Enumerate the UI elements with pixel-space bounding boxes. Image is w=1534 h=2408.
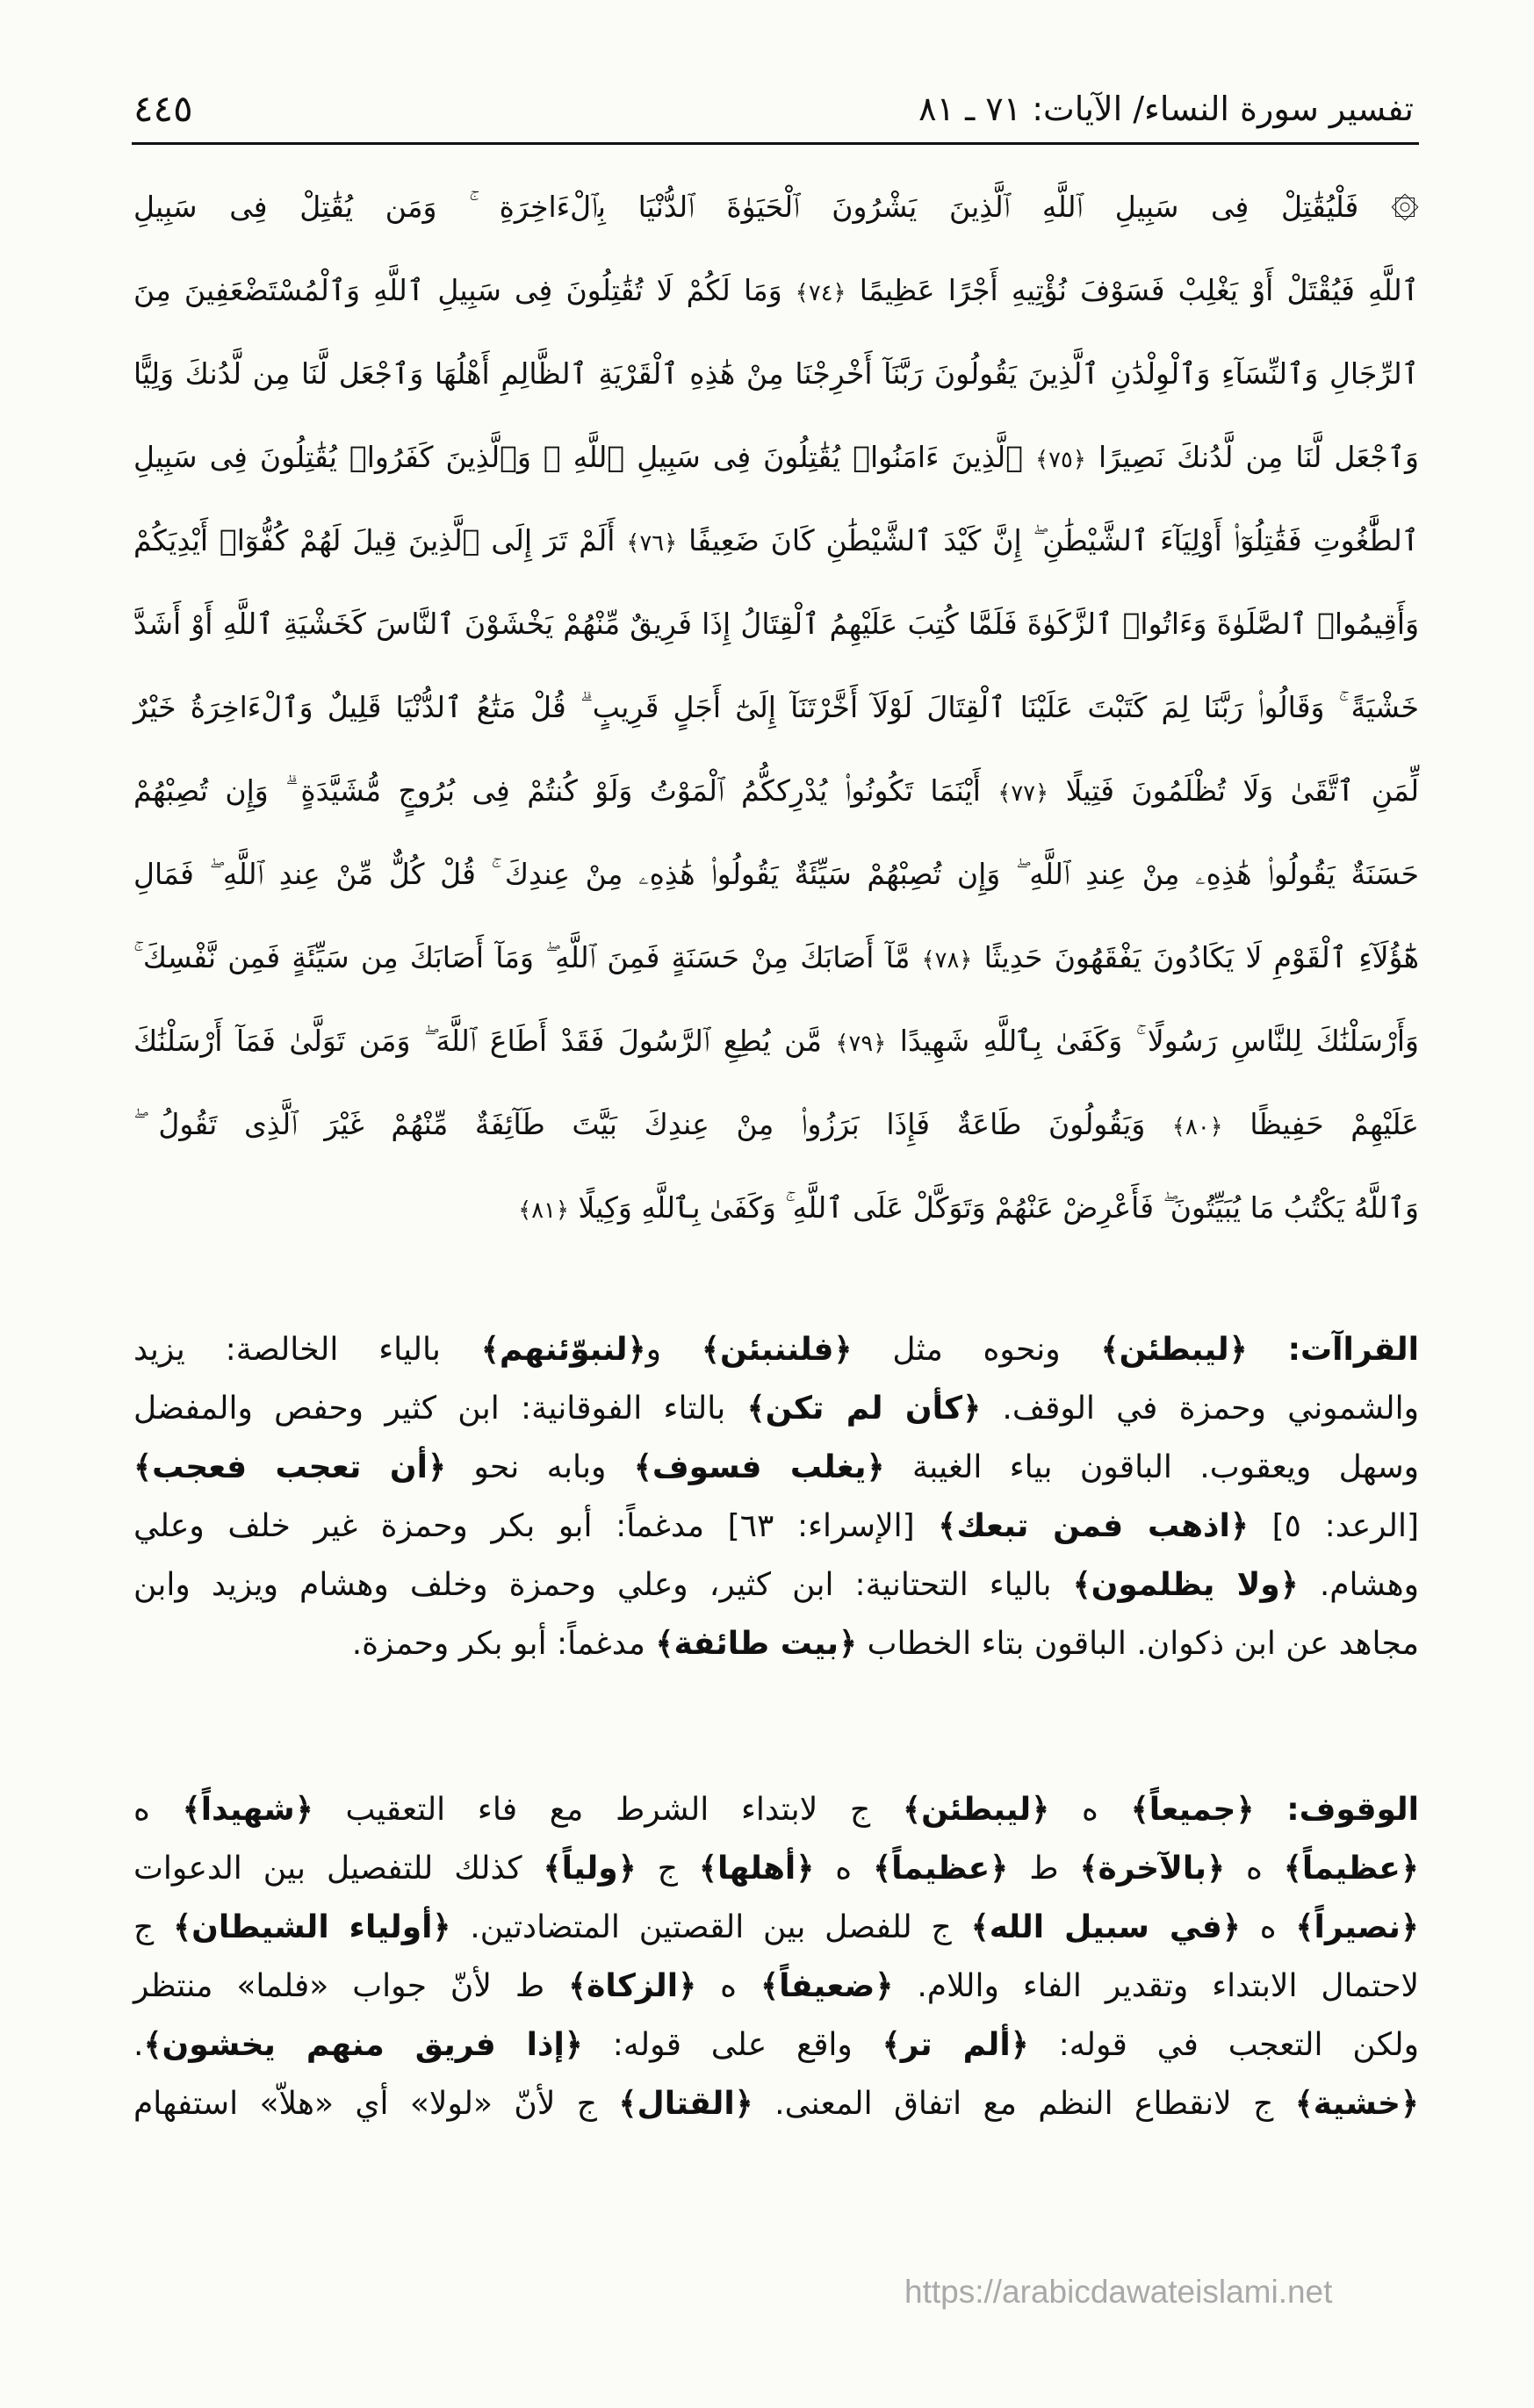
- quran-line: [132, 832, 1419, 916]
- ayah-number-marker: ﴿٧٥﴾: [1035, 447, 1086, 473]
- quran-line: [132, 1166, 1419, 1249]
- quoted-term: ﴿القتال﴾: [618, 2086, 753, 2122]
- quoted-term: ﴿ألم تر﴾: [882, 2027, 1029, 2063]
- quoted-term: ﴿خشية﴾: [1294, 2086, 1419, 2122]
- quran-line-text: خَشْيَةً ۚ وَقَالُوا۟ رَبَّنَا لِمَ كَتَبْتَ عَلَيْنَا ٱلْقِتَالَ لَوْلَآ أَخَّرْتَنَآ إِلَىٰٓ أَجَلٍ قَرِيبٍ ۗ قُلْ مَتَٰعُ ٱلدُّنْيَا قَلِيلٌ وَٱلْءَاخِرَةُ خَيْرٌ: [133, 690, 1419, 724]
- readings-line: [132, 1379, 1419, 1438]
- pauses-label: الوقوف:: [1286, 1792, 1419, 1828]
- readings-line: [132, 1497, 1419, 1556]
- page-number: ٤٤٥: [133, 87, 193, 130]
- ayah-number-marker: ﴿٨١﴾: [518, 1197, 570, 1224]
- quran-line-text: ٱلطَّٰغُوتِ فَقَٰتِلُوٓا۟ أَوْلِيَآءَ ٱلشَّيْطَٰنِ ۖ إِنَّ كَيْدَ ٱلشَّيْطَٰنِ كَانَ ضَعِيفًا ﴿٧٦﴾ أَلَمْ تَرَ إِلَى ٱلَّذِينَ قِيلَ لَهُمْ كُفُّوٓا۟ أَيْدِيَكُمْ: [133, 523, 1419, 557]
- quoted-term: ﴿أن تعجب فعجب﴾: [133, 1449, 447, 1485]
- readings-line: [132, 1320, 1419, 1379]
- pauses-line: [132, 1839, 1419, 1898]
- website-watermark: https://arabicdawateislami.net: [904, 2274, 1333, 2310]
- pauses-line-text: لاحتمال الابتداء وتقدير الفاء واللام. ﴿ضعيفاً﴾ ه ﴿الزكاة﴾ ط لأنّ جواب «فلما» منتظر: [133, 1968, 1419, 2004]
- quoted-term: ﴿ليبطئن﴾: [1100, 1332, 1248, 1368]
- pauses-line-text: ولكن التعجب في قوله: ﴿ألم تر﴾ واقع على قوله: ﴿إذا فريق منهم يخشون﴾.: [133, 2027, 1419, 2063]
- quran-line: [132, 415, 1419, 499]
- quran-line: [132, 582, 1419, 665]
- quoted-term: ﴿في سبيل الله﴾: [970, 1909, 1241, 1945]
- quran-line: [132, 332, 1419, 415]
- quoted-term: ﴿عظيماً﴾: [1283, 1851, 1419, 1887]
- quran-line-text: عَلَيْهِمْ حَفِيظًا ﴿٨٠﴾ وَيَقُولُونَ طَاعَةٌ فَإِذَا بَرَزُوا۟ مِنْ عِندِكَ بَيَّتَ طَآئِفَةٌ مِّنْهُمْ غَيْرَ ٱلَّذِى تَقُولُ ۖ: [133, 1107, 1419, 1141]
- quoted-term: ﴿إذا فريق منهم يخشون﴾: [143, 2027, 583, 2063]
- quran-line-text: ٱللَّهِ فَيُقْتَلْ أَوْ يَغْلِبْ فَسَوْفَ نُؤْتِيهِ أَجْرًا عَظِيمًا ﴿٧٤﴾ وَمَا لَكُمْ لَا تُقَٰتِلُونَ فِى سَبِيلِ ٱللَّهِ وَٱلْمُسْتَضْعَفِينَ مِنَ: [133, 273, 1419, 307]
- ayah-number-marker: ﴿٧٧﴾: [997, 780, 1049, 807]
- quran-line-text: وَٱجْعَل لَّنَا مِن لَّدُنكَ نَصِيرًا ﴿٧٥﴾ ٱلَّذِينَ ءَامَنُوا۟ يُقَٰتِلُونَ فِى سَبِيلِ ٱللَّهِ ۖ وَٱلَّذِينَ كَفَرُوا۟ يُقَٰتِلُونَ فِى سَبِيلِ: [133, 440, 1419, 474]
- quran-line-text: وَأَرْسَلْنَٰكَ لِلنَّاسِ رَسُولًا ۚ وَكَفَىٰ بِٱللَّهِ شَهِيدًا ﴿٧٩﴾ مَّن يُطِعِ ٱلرَّسُولَ فَقَدْ أَطَاعَ ٱللَّهَ ۖ وَمَن تَوَلَّىٰ فَمَآ أَرْسَلْنَٰكَ: [133, 1024, 1419, 1058]
- ayah-number-marker: ﴿٧٩﴾: [835, 1031, 887, 1057]
- quran-line: [132, 665, 1419, 749]
- readings-line: [132, 1438, 1419, 1497]
- ayah-number-marker: ﴿٨٠﴾: [1171, 1114, 1223, 1140]
- quoted-term: ﴿ولياً﴾: [543, 1851, 637, 1887]
- quoted-term: ﴿ضعيفاً﴾: [760, 1968, 894, 2004]
- quoted-term: ﴿نصيراً﴾: [1295, 1909, 1419, 1945]
- readings-line-text: والشموني وحمزة في الوقف. ﴿كأن لم تكن﴾ بالتاء الفوقانية: ابن كثير وحفص والمفضل: [133, 1391, 1419, 1427]
- pauses-line: [132, 2016, 1419, 2074]
- ayah-number-marker: ﴿٧٤﴾: [795, 280, 846, 306]
- quoted-term: ﴿فلننبئن﴾: [701, 1332, 853, 1368]
- pauses-line: [132, 1957, 1419, 2016]
- quoted-term: ﴿لنبوّئنهم﴾: [480, 1332, 646, 1368]
- quran-line-text: لِّمَنِ ٱتَّقَىٰ وَلَا تُظْلَمُونَ فَتِيلًا ﴿٧٧﴾ أَيْنَمَا تَكُونُوا۟ يُدْرِككُّمُ ٱلْمَوْتُ وَلَوْ كُنتُمْ فِى بُرُوجٍ مُّشَيَّدَةٍ ۗ وَإِن تُصِبْهُمْ: [133, 773, 1419, 808]
- quoted-term: ﴿بالآخرة﴾: [1079, 1851, 1226, 1887]
- quran-line: [132, 248, 1419, 332]
- ayah-number-marker: ﴿٧٦﴾: [626, 530, 678, 557]
- pauses-line-content: ﴿جميعاً﴾ ه ﴿ليبطئن﴾ ج لابتداء الشرط مع فاء التعقيب ﴿شهيداً﴾ ه: [133, 1792, 1255, 1828]
- readings-line-text: وسهل ويعقوب. الباقون بياء الغيبة ﴿يغلب فسوف﴾ وبابه نحو ﴿أن تعجب فعجب﴾: [133, 1449, 1419, 1485]
- quran-line: [132, 749, 1419, 832]
- pauses-line-text: ﴿خشية﴾ ج لانقطاع النظم مع اتفاق المعنى. ﴿القتال﴾ ج لأنّ «لولا» أي «هلاّ» استفهام: [133, 2086, 1419, 2122]
- quoted-term: ﴿ليبطئن﴾: [902, 1792, 1050, 1828]
- readings-line: [132, 1614, 1419, 1673]
- quran-line: [132, 499, 1419, 582]
- quran-line: [132, 916, 1419, 999]
- pauses-line-text: ﴿نصيراً﴾ ه ﴿في سبيل الله﴾ ج للفصل بين القصتين المتضادتين. ﴿أولياء الشيطان﴾ ج: [133, 1909, 1419, 1945]
- header-title: تفسير سورة النساء/ الآيات: ٧١ ـ ٨١: [918, 90, 1414, 128]
- quoted-term: ﴿ولا يظلمون﴾: [1072, 1567, 1299, 1603]
- pauses-line: [132, 1780, 1419, 1839]
- readings-label: القراآت:: [1287, 1332, 1419, 1368]
- quoted-term: ﴿جميعاً﴾: [1130, 1792, 1255, 1828]
- quran-line-text: هَٰٓؤُلَآءِ ٱلْقَوْمِ لَا يَكَادُونَ يَفْقَهُونَ حَدِيثًا ﴿٧٨﴾ مَّآ أَصَابَكَ مِنْ حَسَنَةٍ فَمِنَ ٱللَّهِ ۖ وَمَآ أَصَابَكَ مِن سَيِّئَةٍ فَمِن نَّفْسِكَ ۚ: [133, 940, 1419, 974]
- readings-line: [132, 1556, 1419, 1614]
- quran-line-text: ٱلرِّجَالِ وَٱلنِّسَآءِ وَٱلْوِلْدَٰنِ ٱلَّذِينَ يَقُولُونَ رَبَّنَآ أَخْرِجْنَا مِنْ هَٰذِهِ ٱلْقَرْيَةِ ٱلظَّالِمِ أَهْلُهَا وَٱجْعَل لَّنَا مِن لَّدُنكَ وَلِيًّا: [133, 356, 1419, 391]
- quran-line-text: ۞ فَلْيُقَٰتِلْ فِى سَبِيلِ ٱللَّهِ ٱلَّذِينَ يَشْرُونَ ٱلْحَيَوٰةَ ٱلدُّنْيَا بِٱلْءَاخِرَةِ ۚ وَمَن يُقَٰتِلْ فِى سَبِيلِ: [133, 190, 1419, 224]
- readings-section: [132, 1320, 1419, 1673]
- quran-line-text: وَأَقِيمُوا۟ ٱلصَّلَوٰةَ وَءَاتُوا۟ ٱلزَّكَوٰةَ فَلَمَّا كُتِبَ عَلَيْهِمُ ٱلْقِتَالُ إِذَا فَرِيقٌ مِّنْهُمْ يَخْشَوْنَ ٱلنَّاسَ كَخَشْيَةِ ٱللَّهِ أَوْ أَشَدَّ: [133, 607, 1419, 641]
- quran-line: [132, 165, 1419, 248]
- quran-line: [132, 999, 1419, 1082]
- quran-line-text: حَسَنَةٌ يَقُولُوا۟ هَٰذِهِۦ مِنْ عِندِ ٱللَّهِ ۖ وَإِن تُصِبْهُمْ سَيِّئَةٌ يَقُولُوا۟ هَٰذِهِۦ مِنْ عِندِكَ ۚ قُلْ كُلٌّ مِّنْ عِندِ ٱللَّهِ ۖ فَمَالِ: [133, 857, 1419, 891]
- quoted-term: ﴿أولياء الشيطان﴾: [173, 1909, 451, 1945]
- quoted-term: ﴿يغلب فسوف﴾: [633, 1449, 885, 1485]
- pauses-section: [132, 1780, 1419, 2133]
- quran-text-block: [132, 165, 1419, 1249]
- quoted-term: ﴿عظيماً﴾: [873, 1851, 1009, 1887]
- readings-line-text: [133, 1320, 1419, 1379]
- quoted-term: ﴿اذهب فمن تبعك﴾: [938, 1508, 1249, 1544]
- ayah-number-marker: ﴿٧٨﴾: [921, 947, 973, 974]
- pauses-line-text: ﴿عظيماً﴾ ه ﴿بالآخرة﴾ ط ﴿عظيماً﴾ ه ﴿أهلها﴾ ج ﴿ولياً﴾ كذلك للتفصيل بين الدعوات: [133, 1851, 1419, 1887]
- quoted-term: ﴿بيت طائفة﴾: [655, 1626, 858, 1662]
- pauses-line: [132, 1898, 1419, 1957]
- quran-line: [132, 1082, 1419, 1166]
- readings-line-text: وهشام. ﴿ولا يظلمون﴾ بالياء التحتانية: ابن كثير، وعلي وحمزة وخلف وهشام ويزيد وابن: [133, 1567, 1419, 1603]
- quoted-term: ﴿الزكاة﴾: [568, 1968, 697, 2004]
- quoted-term: ﴿شهيداً﴾: [182, 1792, 313, 1828]
- header-rule: [132, 142, 1419, 145]
- readings-line-text: [الرعد: ٥] ﴿اذهب فمن تبعك﴾ [الإسراء: ٦٣] مدغماً: أبو بكر وحمزة غير خلف وعلي: [133, 1508, 1419, 1544]
- quoted-term: ﴿كأن لم تكن﴾: [746, 1391, 982, 1427]
- pauses-line-text: [133, 1780, 1419, 1839]
- quran-line-text: وَٱللَّهُ يَكْتُبُ مَا يُبَيِّتُونَ ۖ فَأَعْرِضْ عَنْهُمْ وَتَوَكَّلْ عَلَى ٱللَّهِ ۚ وَكَفَىٰ بِٱللَّهِ وَكِيلًا ﴿٨١﴾: [518, 1190, 1419, 1225]
- running-header: [132, 81, 1419, 137]
- readings-line-content: ﴿ليبطئن﴾ ونحوه مثل ﴿فلننبئن﴾ و﴿لنبوّئنهم﴾ بالياء الخالصة: يزيد: [133, 1332, 1248, 1368]
- readings-line-text: مجاهد عن ابن ذكوان. الباقون بتاء الخطاب ﴿بيت طائفة﴾ مدغماً: أبو بكر وحمزة.: [351, 1626, 1419, 1662]
- quoted-term: ﴿أهلها﴾: [698, 1851, 815, 1887]
- pauses-line: [132, 2074, 1419, 2133]
